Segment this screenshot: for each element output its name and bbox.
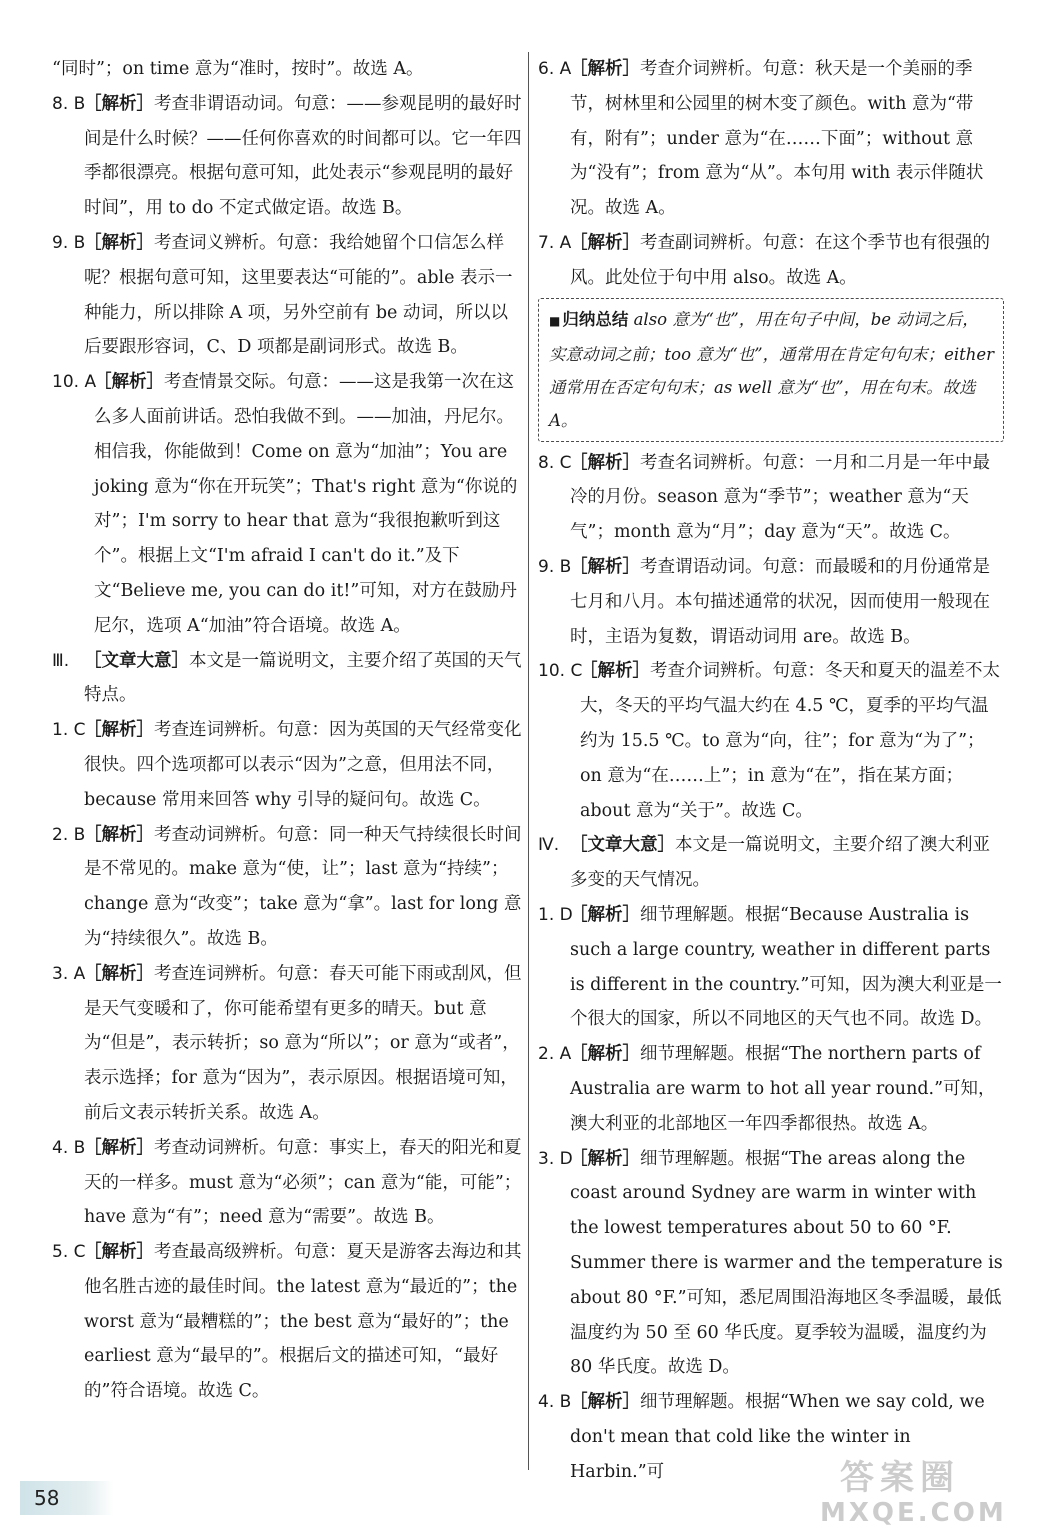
section-4-summary: Ⅳ. ［文章大意］本文是一篇说明文，主要介绍了澳大利亚多变的天气情况。 [538,835,990,891]
answer-item-3-4: 4. B ［解析］考查动词辨析。句意：事实上，春天的阳光和夏天的一样多。must 意为“必须”；can 意为“能，可能”；have 意为“有”；need 意为“需要”。故选 B。 [52,1137,522,1228]
watermark-line-2: MXQE.COM [820,1498,1007,1528]
answer-item-r10: 10. C ［解析］考查介词辨析。句意：冬天和夏天的温差不太大，冬天的平均气温大约在 4.5 ℃，夏季的平均气温约为 15.5 ℃。to 意为“向，往”；for 意为“为了”；on 意为“在……上”；in 意为“在”，指在某方面；about 意为“关于”。故选 C。 [538,661,1000,821]
answer-item-3-1: 1. C ［解析］考查连词辨析。句意：因为英国的天气经常变化很快。四个选项都可以表示“因为”之意，但用法不同，because 常用来回答 why 引导的疑问句。故选 C。 [52,720,522,810]
answer-item-4-2: 2. A ［解析］细节理解题。根据“The northern parts of Australia are warm to hot all year round.”可知，澳大利亚的北部地区一年四季都很热。故选 A。 [538,1044,996,1134]
answer-item-4-4: 4. B ［解析］细节理解题。根据“When we say cold, we don't mean that cold like the winter in Harbin.”可 [538,1392,985,1482]
answer-item-4-3: 3. D ［解析］细节理解题。根据“The areas along the coast around Sydney are warm in winter with the lowest temperatures about 50 to 60 °F. Summer there is warmer and the temperature is about 80 °F.”可知，悉尼周围沿海地区冬季温暖，最低温度约为 50 至 60 华氏度。夏季较为温暖，温度约为 80 华氏度。故选 D。 [538,1148,1003,1378]
answer-item-3-2: 2. B ［解析］考查动词辨析。句意：同一种天气持续很长时间是不常见的。make 意为“使，让”；last 意为“持续”；change 意为“改变”；take 意为“拿”。last for long 意为“持续很久”。故选 B。 [52,824,522,949]
answer-item-4-1: 1. D ［解析］细节理解题。根据“Because Australia is such a large country, weather in different parts is different in the country.”可知，因为澳大利亚是一个很大的国家，所以不同地区的天气也不同。故选 D。 [538,904,1002,1030]
answer-item-3-3: 3. A ［解析］考查连词辨析。句意：春天可能下雨或刮风，但是天气变暖和了，你可能希望有更多的晴天。but 意为“但是”，表示转折；so 意为“所以”；or 意为“或者”，表示选择；for 意为“因为”，表示原因。根据语境可知，前后文表示转折关系。故选 A。 [52,963,522,1123]
column-divider [528,52,529,1470]
right-column [538,52,1004,1489]
watermark-logo [800,1458,1030,1530]
answer-item-r8: 8. C ［解析］考查名词辨析。句意：一月和二月是一年中最冷的月份。season 意为“季节”；weather 意为“天气”；month 意为“月”；day 意为“天”。故选 C。 [538,452,990,543]
watermark-line-1: 答案圈 [840,1458,960,1498]
answer-item-10: 10. A ［解析］考查情景交际。句意：——这是我第一次在这么多人面前讲话。恐怕我做不到。——加油，丹尼尔。相信我，你能做到！Come on 意为“加油”；You are joking 意为“你在开玩笑”；That's right 意为“你说的对”；I'm sorry to hear that 意为“我很抱歉听到这个”。根据上文“I'm afraid I can't do it.”及下文“Believe me, you can do it!”可知，对方在鼓励丹尼尔，选项 A“加油”符合语境。故选 A。 [52,372,518,636]
summary-text: also 意为“也”，用在句子中间，be 动词之后，实意动词之前；too 意为“也”，通常用在肯定句句末；either 通常用在否定句句末；as well 意为“也”，用在句末。故选 A。 [549,309,995,430]
summary-box [538,298,1004,442]
answer-item-3-5: 5. C ［解析］考查最高级辨析。句意：夏天是游客去海边和其他名胜古迹的最佳时间。the latest 意为“最近的”；the worst 意为“最糟糕的”；the best 意为“最好的”；the earliest 意为“最早的”。根据后文的描述可知，“最好的”符合语境。故选 C。 [52,1242,522,1402]
answer-item-9: 9. B ［解析］考查词义辨析。句意：我给她留个口信怎么样呢？根据句意可知，这里要表达“可能的”。able 表示一种能力，所以排除 A 项，另外空前有 be 动词，所以以后要跟形容词，C、D 项都是副词形式。故选 B。 [52,232,513,358]
section-3-summary: Ⅲ. ［文章大意］本文是一篇说明文，主要介绍了英国的天气特点。 [52,650,522,706]
left-column [52,52,522,1409]
answer-item-r9: 9. B ［解析］考查谓语动词。句意：而最暖和的月份通常是七月和八月。本句描述通常的状况，因而使用一般现在时，主语为复数，谓语动词用 are。故选 B。 [538,556,990,647]
answer-item-7: 7. A ［解析］考查副词辨析。句意：在这个季节也有很强的风。此处位于句中用 also。故选 A。 [538,232,990,288]
summary-title: 归纳总结 [562,309,629,329]
summary-box-icon: ■ [549,313,561,328]
page-number: 58 [20,1481,114,1515]
answer-item-6: 6. A ［解析］考查介词辨析。句意：秋天是一个美丽的季节，树林里和公园里的树木变了颜色。with 意为“带有，附有”；under 意为“在……下面”；without 意为“没有”；from 意为“从”。本句用 with 表示伴随状况。故选 A。 [538,59,984,219]
continued-line: “同时”；on time 意为“准时，按时”。故选 A。 [52,59,424,79]
answer-item-8: 8. B ［解析］考查非谓语动词。句意：——参观昆明的最好时间是什么时候？——任何你喜欢的时间都可以。它一年四季都很漂亮。根据句意可知，此处表示“参观昆明的最好时间”，用 to do 不定式做定语。故选 B。 [52,93,522,219]
